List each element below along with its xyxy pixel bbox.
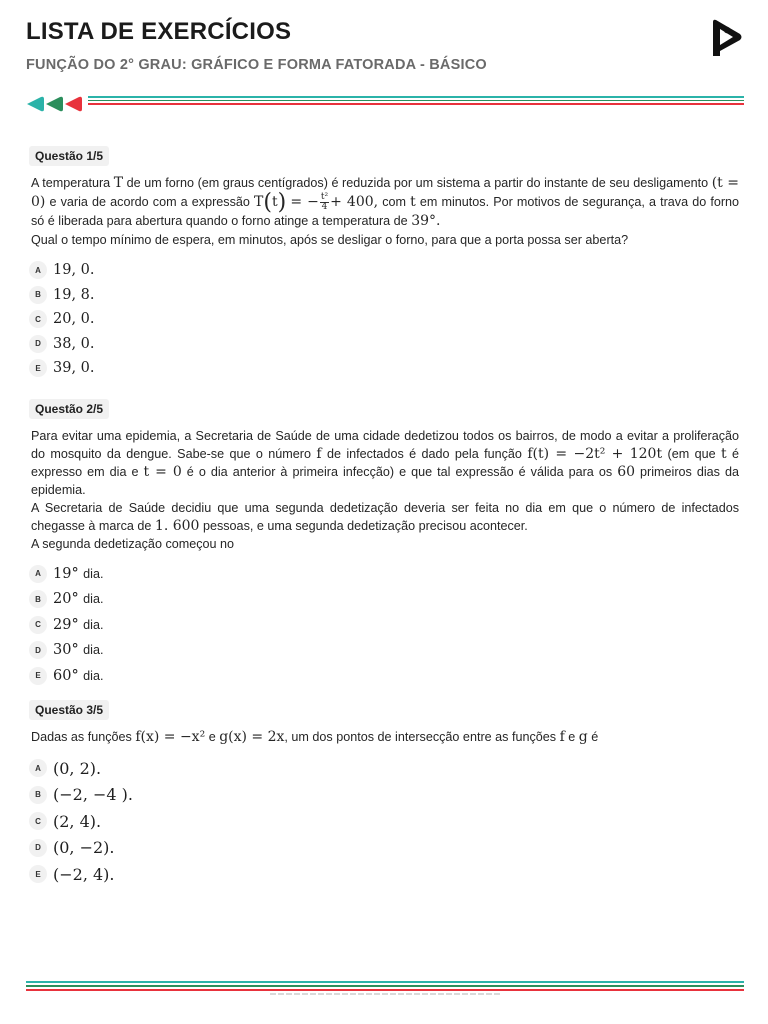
option-letter: A [29,261,47,279]
option-c[interactable] [31,307,739,332]
option-letter: C [29,310,47,328]
option-e[interactable] [31,356,739,381]
option-e[interactable]: E 60° dia. [31,663,739,689]
option-value: (2, 4). [53,811,102,831]
option-b[interactable] [31,283,739,308]
option-letter: B [29,590,47,608]
question-2 [31,399,739,689]
page-title: LISTA DE EXERCÍCIOS [26,18,292,45]
option-d[interactable] [31,332,739,357]
question-statement: Dadas as funções f(x) = −x² e g(x) = 2x, um dos pontos de intersecção entre as funções f e g é [31,729,599,745]
footer-divider [26,981,744,995]
option-b[interactable]: B 20° dia. [31,587,739,613]
option-letter: E [29,865,47,883]
option-value: 19, 0. [53,262,95,279]
option-d[interactable] [31,835,739,862]
option-c[interactable] [31,808,739,835]
option-a[interactable] [31,258,739,283]
option-letter: B [29,286,47,304]
option-letter: C [29,616,47,634]
question-label: Questão 1/5 [29,146,109,166]
question-3 [31,700,739,888]
page-subtitle: FUNÇÃO DO 2° GRAU: GRÁFICO E FORMA FATORADA - BÁSICO [26,57,487,73]
question-1 [31,146,739,381]
question-statement: Para evitar uma epidemia, a Secretaria de Saúde de uma cidade dedetizou todos os bairros, de modo a evitar a proliferação do mosquito da dengue. Sabe-se que o número f de infectados é dado pela função f(t) = −2t² + 120t (em que t é expresso em dia e t = 0 é o dia anterior à primeira infecção) e que tal expressão é válida para os 60 primeiros dias da epidemia. A Secretaria de Saúde decidiu que uma segunda dedetização deveria ser feita no dia em que o número de infectados chegasse à marca de 1. 600 pessoas, e uma segunda dedetização precisou acontecer. A segunda dedetização começou no [31,429,740,551]
option-value: 19, 8. [53,286,95,303]
option-letter: D [29,641,47,659]
option-value: 39, 0. [53,360,95,377]
option-value: 20° [53,591,79,608]
question-label: Questão 2/5 [29,399,109,419]
footer-note [270,993,500,995]
option-letter: A [29,565,47,583]
option-value: (0, −2). [53,838,115,858]
answer-options [31,258,739,381]
answer-options [31,755,739,888]
question-statement: A temperatura T de um forno (em graus centígrados) é reduzida por um sistema a partir do instante de seu desligamento (t = 0) e varia de acordo com a expressão T(t) = − $\frac{\text{t²}}{4}$ + 400, com t em minutos. Por motivos de segurança, a trava do forno só é liberada para abertura quando o forno atinge a temperatura de 39°. Qual o tempo mínimo de espera, em minutos, após se desligar o forno, para que a porta possa ser aberta? [31,175,740,248]
option-letter: E [29,359,47,377]
option-letter: D [29,335,47,353]
option-value: 20, 0. [53,311,95,328]
option-value: 29° [53,616,79,633]
header-divider [26,96,744,106]
play-logo-icon [710,18,744,56]
option-b[interactable] [31,782,739,809]
option-c[interactable]: C 29° dia. [31,612,739,638]
option-value: 19° [53,565,79,582]
option-letter: B [29,786,47,804]
option-value: 30° [53,642,79,659]
option-value: (0, 2). [53,758,102,778]
option-letter: A [29,759,47,777]
option-a[interactable]: A 19° dia. [31,561,739,587]
option-value: 38, 0. [53,335,95,352]
answer-options [31,561,739,689]
option-letter: D [29,839,47,857]
divider-triangles-icon [26,96,84,112]
question-label: Questão 3/5 [29,700,109,720]
option-a[interactable] [31,755,739,782]
option-value: (−2, −4 ). [53,785,133,805]
option-letter: E [29,667,47,685]
option-e[interactable] [31,861,739,888]
option-value: (−2, 4). [53,864,115,884]
page-header [26,18,746,78]
option-letter: C [29,812,47,830]
option-value: 60° [53,667,79,684]
option-d[interactable]: D 30° dia. [31,638,739,664]
